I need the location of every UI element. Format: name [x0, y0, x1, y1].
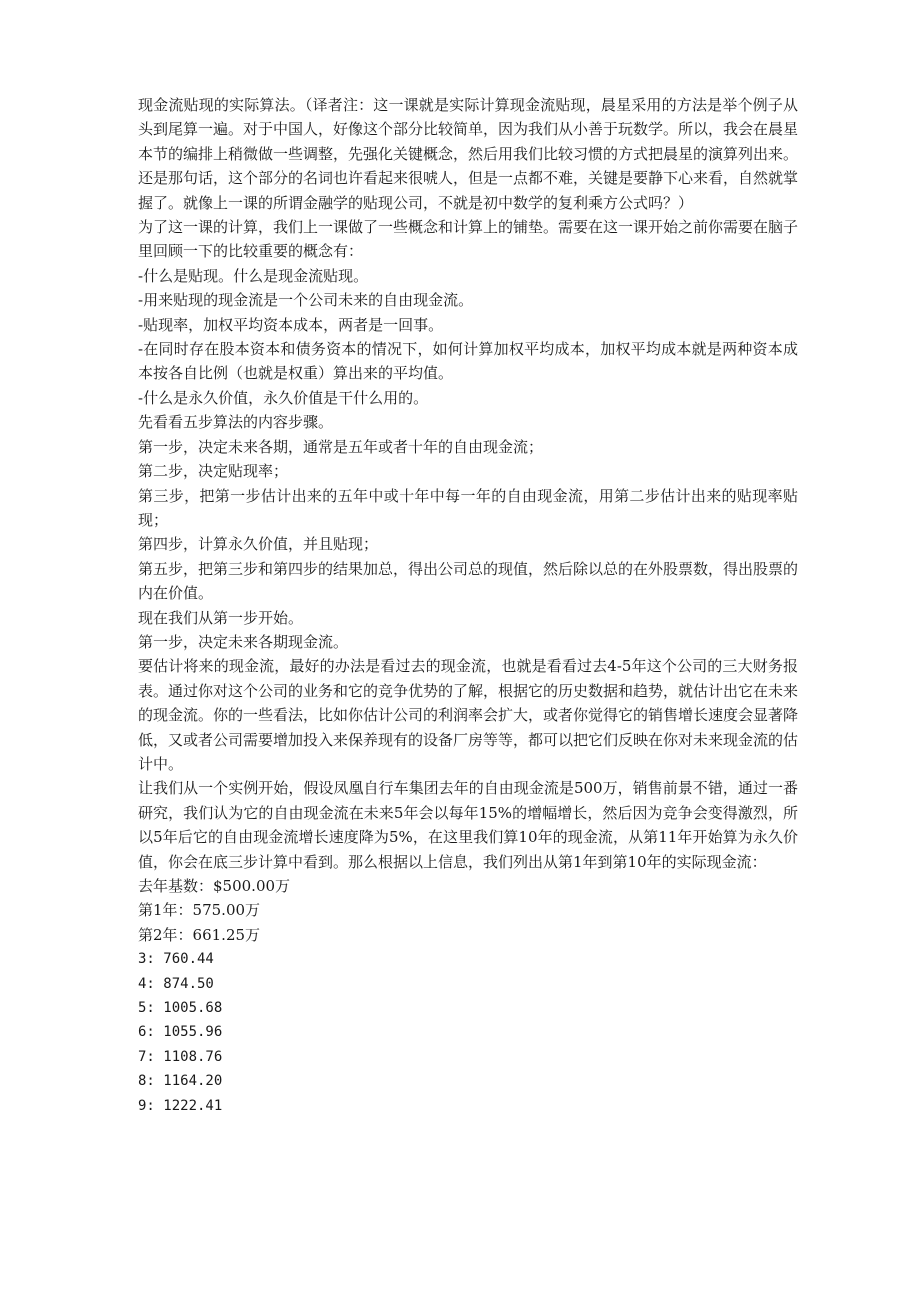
steps-list [138, 435, 798, 606]
cashflow-row: 4: 874.50 [138, 975, 214, 992]
cashflow-row: 8: 1164.20 [138, 1073, 223, 1090]
recap-intro-paragraph: 为了这一课的计算，我们上一课做了一些概念和计算上的铺垫。需要在这一课开始之前你需要在脑子里回顾一下的比较重要的概念有： [138, 218, 799, 261]
steps-intro: 先看看五步算法的内容步骤。 [138, 413, 334, 432]
cashflow-row: 第2年：661.25万 [138, 925, 261, 944]
concept-item: -什么是贴现。什么是现金流贴现。 [138, 266, 369, 285]
concepts-list [138, 264, 798, 410]
step-item: 第二步，决定贴现率； [138, 462, 289, 481]
concept-item: -在同时存在股本资本和债务资本的情况下，如何计算加权平均成本，加权平均成本就是两种资本成本按各自比例（也就是权重）算出来的平均值。 [138, 340, 798, 383]
step-item: 第五步，把第三步和第四步的结果加总，得出公司总的现值，然后除以总的在外股票数，得出股票的内在价值。 [138, 559, 799, 603]
cashflow-row: 6: 1055.96 [138, 1024, 223, 1041]
cashflow-list [138, 874, 798, 1118]
example-paragraph: 让我们从一个实例开始，假设凤凰自行车集团去年的自由现金流是500万，销售前景不错，通过一番研究，我们认为它的自由现金流在未来5年会以每年15%的增幅增长，然后因为竞争会变得激烈，所以5年后它的自由现金流增长速度降为5%，在这里我们算10年的现金流，从第11年开始算为永久价值，你会在底三步计算中看到。那么根据以上信息，我们列出从第1年到第10年的实际现金流： [138, 779, 798, 871]
cashflow-row: 9: 1222.41 [138, 1097, 223, 1114]
cashflow-row: 5: 1005.68 [138, 1000, 223, 1017]
step-item: 第四步，计算永久价值，并且贴现； [138, 535, 379, 554]
step-item: 第三步，把第一步估计出来的五年中或十年中每一年的自由现金流，用第二步估计出来的贴现率贴现； [138, 486, 798, 529]
cashflow-row: 7: 1108.76 [138, 1048, 223, 1065]
intro-paragraph: 现金流贴现的实际算法。（译者注：这一课就是实际计算现金流贴现，晨星采用的方法是举个例子从头到尾算一遍。对于中国人，好像这个部分比较简单，因为我们从小善于玩数学。所以，我会在晨星本节的编排上稍微做一些调整，先强化关键概念，然后用我们比较习惯的方式把晨星的演算列出来。还是那句话，这个部分的名词也许看起来很唬人，但是一点都不难，关键是要静下心来看，自然就掌握了。就像上一课的所谓金融学的贴现公司，不就是初中数学的复利乘方公式吗？） [138, 96, 799, 212]
step1-body-paragraph: 要估计将来的现金流，最好的办法是看过去的现金流，也就是看看过去4-5年这个公司的三大财务报表。通过你对这个公司的业务和它的竞争优势的了解，根据它的历史数据和趋势，就估计出它在未来的现金流。你的一些看法，比如你估计公司的利润率会扩大，或者你觉得它的销售增长速度会显著降低，又或者公司需要增加投入来保养现有的设备厂房等等，都可以把它们反映在你对未来现金流的估计中。 [138, 657, 799, 773]
step-item: 第一步，决定未来各期，通常是五年或者十年的自由现金流； [138, 437, 544, 456]
concept-item: -什么是永久价值，永久价值是干什么用的。 [138, 388, 429, 407]
concept-item: -用来贴现的现金流是一个公司未来的自由现金流。 [138, 291, 474, 310]
concept-item: -贴现率，加权平均资本成本，两者是一回事。 [138, 315, 444, 334]
step1-heading: 第一步，决定未来各期现金流。 [138, 632, 349, 651]
document-page [138, 93, 798, 1118]
cashflow-row: 去年基数：$500.00万 [138, 877, 291, 895]
start-note: 现在我们从第一步开始。 [138, 608, 304, 627]
cashflow-row: 3: 760.44 [138, 951, 214, 968]
cashflow-row: 第1年：575.00万 [138, 901, 261, 920]
